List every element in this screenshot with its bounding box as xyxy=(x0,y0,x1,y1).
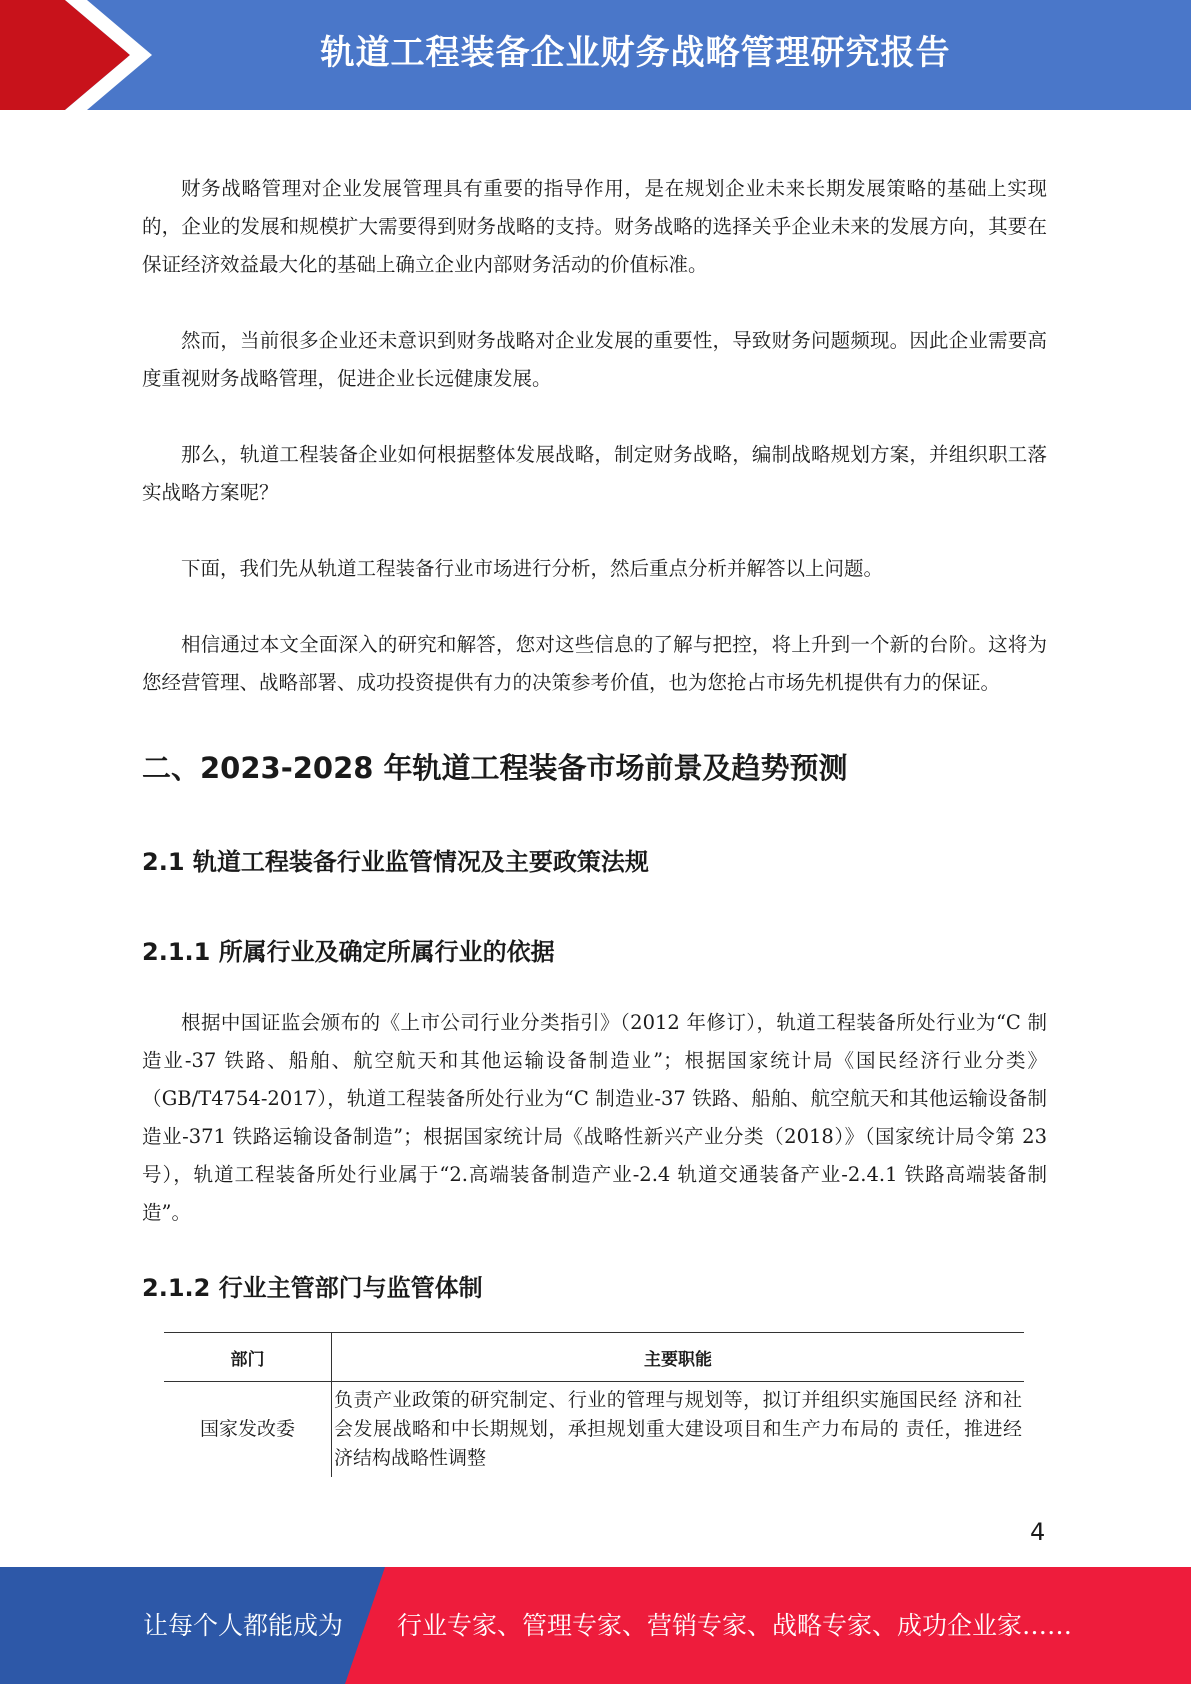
section-heading: 二、2023-2028 年轨道工程装备市场前景及趋势预测 xyxy=(142,751,848,785)
regulator-table xyxy=(164,1332,1024,1477)
subsubsection-heading-2: 2.1.2 行业主管部门与监管体制 xyxy=(142,1274,483,1302)
report-title: 轨道工程装备企业财务战略管理研究报告 xyxy=(320,33,951,73)
intro-paragraph-2: 然而，当前很多企业还未意识到财务战略对企业发展的重要性，导致财务问题频现。因此企业需要高度重视财务战略管理，促进企业长远健康发展。 xyxy=(142,329,1047,390)
subsection-heading: 2.1 轨道工程装备行业监管情况及主要政策法规 xyxy=(142,848,649,876)
page-number: 4 xyxy=(1030,1518,1046,1546)
column-header-duty: 主要职能 xyxy=(332,1333,1025,1382)
column-header-dept: 部门 xyxy=(164,1333,332,1382)
footer-slogan-left: 让每个人都能成为 xyxy=(143,1611,344,1640)
table-cell-duty: 负责产业政策的研究制定、行业的管理与规划等，拟订并组织实施国民经 济和社会发展战略和中长期规划，承担规划重大建设项目和生产力布局的 责任，推进经济结构战略性调整 xyxy=(334,1389,1022,1469)
intro-paragraph-4: 下面，我们先从轨道工程装备行业市场进行分析，然后重点分析并解答以上问题。 xyxy=(181,557,884,580)
footer-banner xyxy=(0,1567,1191,1684)
report-header-bar xyxy=(0,0,1191,110)
subsubsection-heading-1: 2.1.1 所属行业及确定所属行业的依据 xyxy=(142,938,555,966)
table-header-row xyxy=(164,1333,1024,1382)
intro-paragraph-3: 那么，轨道工程装备企业如何根据整体发展战略，制定财务战略，编制战略规划方案，并组织职工落实战略方案呢？ xyxy=(142,443,1047,504)
footer-slogan-right: 行业专家、管理专家、营销专家、战略专家、成功企业家…… xyxy=(397,1611,1073,1640)
page-content xyxy=(142,170,1047,1477)
table-row xyxy=(164,1382,1024,1478)
table-cell-dept: 国家发改委 xyxy=(164,1382,332,1478)
industry-classification-paragraph: 根据中国证监会颁布的《上市公司行业分类指引》（2012 年修订），轨道工程装备所处行业为“C 制造业-37 铁路、船舶、航空航天和其他运输设备制造业”；根据国家统计局《国民经济行业分类》（GB/T4754-2017），轨道工程装备所处行业为“C 制造业-37 铁路、船舶、航空航天和其他运输设备制造业-371 铁路运输设备制造”；根据国家统计局《战略性新兴产业分类（2018）》（国家统计局令第 23 号），轨道工程装备所处行业属于“2.高端装备制造产业-2.4 轨道交通装备产业-2.4.1 铁路高端装备制造”。 xyxy=(142,1011,1047,1224)
intro-paragraph-5: 相信通过本文全面深入的研究和解答，您对这些信息的了解与把控，将上升到一个新的台阶。这将为您经营管理、战略部署、成功投资提供有力的决策参考价值，也为您抢占市场先机提供有力的保证。 xyxy=(142,633,1047,694)
intro-paragraph-1: 财务战略管理对企业发展管理具有重要的指导作用，是在规划企业未来长期发展策略的基础上实现的，企业的发展和规模扩大需要得到财务战略的支持。财务战略的选择关乎企业未来的发展方向，其要在保证经济效益最大化的基础上确立企业内部财务活动的价值标准。 xyxy=(142,177,1047,276)
